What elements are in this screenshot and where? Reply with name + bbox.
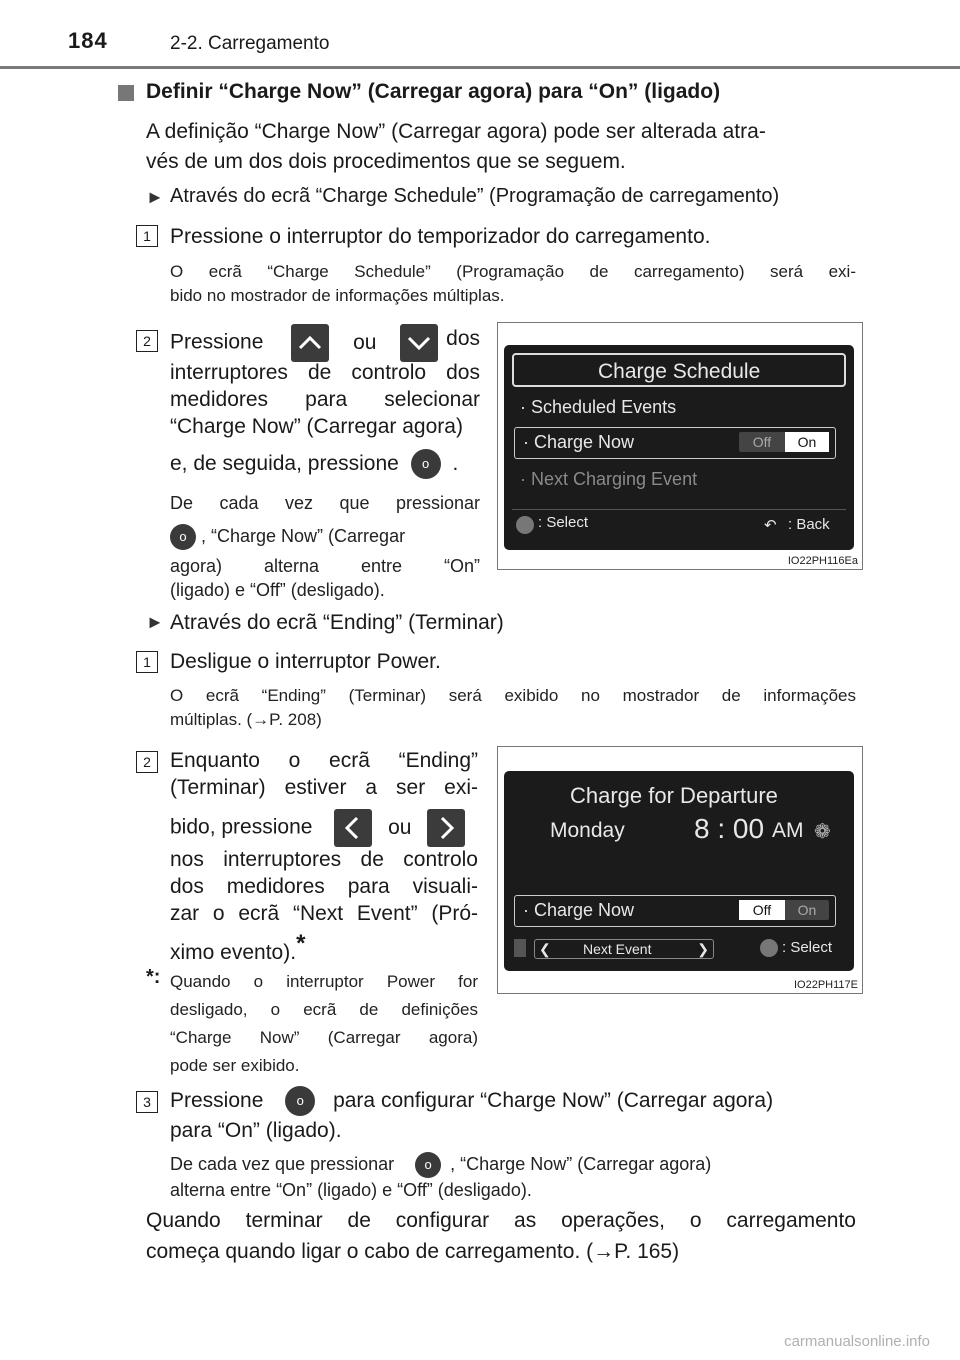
- footnote-line-3: “Charge Now” (Carregar agora): [170, 1028, 478, 1047]
- screen-ampm: AM: [772, 819, 804, 842]
- menu-scheduled-events: · Scheduled Events: [520, 397, 677, 417]
- chevron-left-icon: ❮: [539, 941, 551, 957]
- screen-time: 8 : 00: [694, 813, 765, 844]
- step2-line5: [170, 449, 458, 479]
- step-note-line-1: O ecrã “Ending” (Terminar) será exibido no mostrador de informações: [170, 686, 856, 705]
- charge-now-label: · Charge Now: [523, 900, 635, 920]
- step2-line4: “Charge Now” (Carregar agora): [170, 415, 463, 438]
- section-title: 2-2. Carregamento: [170, 33, 330, 54]
- method2-heading: Através do ecrã “Ending” (Terminar): [170, 611, 504, 634]
- figure-code: IO22PH117E: [793, 979, 858, 991]
- menu-charge-now: · Charge Now: [523, 432, 635, 452]
- menu-next-charging-event: · Next Charging Event: [520, 469, 698, 489]
- toggle-on: On: [797, 902, 817, 918]
- next-event-label: Next Event: [583, 941, 652, 957]
- footer-select: : Select: [782, 939, 833, 956]
- m2-step2-line7: [170, 929, 305, 968]
- step3-line2: para “On” (ligado).: [170, 1119, 342, 1142]
- chevron-right-icon: ❯: [697, 941, 709, 957]
- topic-heading: Definir “Charge Now” (Carregar agora) para “On” (ligado): [146, 80, 721, 103]
- m2-step2-line7-text: ximo evento).: [170, 941, 297, 964]
- asterisk-mark: *: [296, 930, 306, 957]
- closing-line-2: começa quando ligar o cabo de carregamento. (→P. 165): [146, 1240, 680, 1263]
- intro-line-2: vés de um dos dois procedimentos que se seguem.: [146, 150, 626, 173]
- toggle-off: Off: [752, 434, 772, 450]
- bar-icon: [514, 939, 526, 957]
- toggle: [739, 900, 829, 920]
- screen-title: Charge Schedule: [512, 353, 846, 387]
- step-note-line-2: bido no mostrador de informações múltiplas.: [170, 286, 505, 305]
- toggle: [739, 432, 829, 452]
- step2-line5-text: e, de seguida, pressione: [170, 452, 399, 475]
- step2-note-d: (ligado) e “Off” (desligado).: [170, 580, 385, 600]
- step3-word-press: Pressione: [170, 1089, 264, 1112]
- step3-note-a: De cada vez que pressionar: [170, 1154, 395, 1174]
- step-number: 1: [136, 225, 158, 247]
- step-text: Pressione o interruptor do temporizador do carregamento.: [170, 225, 711, 248]
- intro-line-1: A definição “Charge Now” (Carregar agora) pode ser alterada atra-: [146, 120, 766, 143]
- step2-line3: medidores para selecionar: [170, 388, 480, 411]
- step2-note-b: , “Charge Now” (Carregar: [201, 526, 406, 546]
- m2-step2-line6: zar o ecrã “Next Event” (Pró-: [170, 902, 478, 925]
- step-note-line-2: múltiplas. (→P. 208): [170, 710, 322, 729]
- m2-step2-line1: Enquanto o ecrã “Ending”: [170, 749, 478, 772]
- step-number: 2: [136, 751, 158, 773]
- step3-note-c: alterna entre “On” (ligado) e “Off” (desligado).: [170, 1180, 532, 1200]
- step2-word-press: Pressione: [170, 330, 264, 354]
- toggle-on: On: [785, 432, 829, 452]
- watermark: carmanualsonline.info: [784, 1333, 930, 1350]
- figure-charge-schedule: [497, 322, 863, 570]
- charge-now-row: [514, 895, 836, 927]
- footnote-line-2: desligado, o ecrã de definições: [170, 1000, 478, 1019]
- ok-button-icon: o: [285, 1086, 315, 1116]
- step-number: 2: [136, 330, 158, 352]
- m2-step2-line3-text: bido, pressione: [170, 815, 313, 839]
- climate-fan-icon: ❁: [814, 821, 831, 843]
- square-bullet-icon: [118, 85, 134, 101]
- m2-step2-line4: nos interruptores de controlo: [170, 848, 478, 871]
- m2-step2-word-or: ou: [388, 815, 412, 839]
- step2-word-dos: dos: [446, 327, 480, 350]
- step2-note-b-row: [170, 524, 480, 550]
- ok-button-icon: o: [415, 1152, 441, 1178]
- step3-line1-rest: para configurar “Charge Now” (Carregar agora): [333, 1089, 774, 1112]
- up-button-icon: [291, 324, 329, 362]
- m2-step2-line5: dos medidores para visuali-: [170, 875, 478, 898]
- right-button-icon: [427, 809, 465, 847]
- step-number: 1: [136, 651, 158, 673]
- step-text: Desligue o interruptor Power.: [170, 650, 441, 673]
- ok-button-icon: o: [170, 524, 196, 550]
- menu-charge-now-row: [514, 427, 836, 459]
- down-button-icon: [400, 324, 438, 362]
- ok-dial-icon: [516, 516, 534, 534]
- step2-line5-dot: .: [452, 452, 459, 475]
- ok-dial-icon: [760, 939, 778, 957]
- back-arrow-icon: ↶: [764, 517, 777, 534]
- method1-heading: Através do ecrã “Charge Schedule” (Programação de carregamento): [170, 185, 780, 207]
- m2-step2-line2: (Terminar) estiver a ser exi-: [170, 776, 478, 799]
- page-number: 184: [68, 28, 108, 53]
- toggle-off: Off: [739, 900, 785, 920]
- screen-day: Monday: [550, 819, 625, 842]
- ok-button-icon: o: [411, 449, 441, 479]
- step-note-line-1: O ecrã “Charge Schedule” (Programação de carregamento) será exi-: [170, 262, 856, 281]
- figure-code: IO22PH116Ea: [787, 555, 858, 567]
- next-event-bar: [534, 939, 714, 959]
- step-number: 3: [136, 1091, 158, 1113]
- step3-note-b: , “Charge Now” (Carregar agora): [450, 1154, 712, 1174]
- step2-line2: interruptores de controlo dos: [170, 361, 480, 384]
- step3-line1: [170, 1086, 856, 1116]
- triangle-bullet-icon: ►: [146, 612, 164, 632]
- left-button-icon: [334, 809, 372, 847]
- header-rule: [0, 66, 960, 69]
- screen-footer: [512, 509, 846, 540]
- step2-word-or: ou: [353, 330, 377, 354]
- footnote-mark: *:: [146, 966, 161, 988]
- triangle-bullet-icon: ►: [146, 187, 164, 207]
- display-screen: [504, 345, 854, 550]
- m2-step2-line3: [170, 809, 478, 847]
- footer-select: : Select: [538, 514, 589, 531]
- footnote-line-4: pode ser exibido.: [170, 1056, 300, 1075]
- footer-back: : Back: [788, 516, 830, 533]
- screen-title: Charge for Departure: [570, 783, 778, 808]
- step3-note-row: [170, 1152, 856, 1178]
- display-screen: [504, 771, 854, 971]
- closing-line-1: Quando terminar de configurar as operações, o carregamento: [146, 1209, 856, 1232]
- step2-line1: [170, 324, 480, 362]
- step2-note-a: De cada vez que pressionar: [170, 493, 480, 513]
- step2-note-c: agora) alterna entre “On”: [170, 556, 480, 576]
- figure-charge-for-departure: [497, 746, 863, 994]
- footnote-line-1: Quando o interruptor Power for: [170, 972, 478, 991]
